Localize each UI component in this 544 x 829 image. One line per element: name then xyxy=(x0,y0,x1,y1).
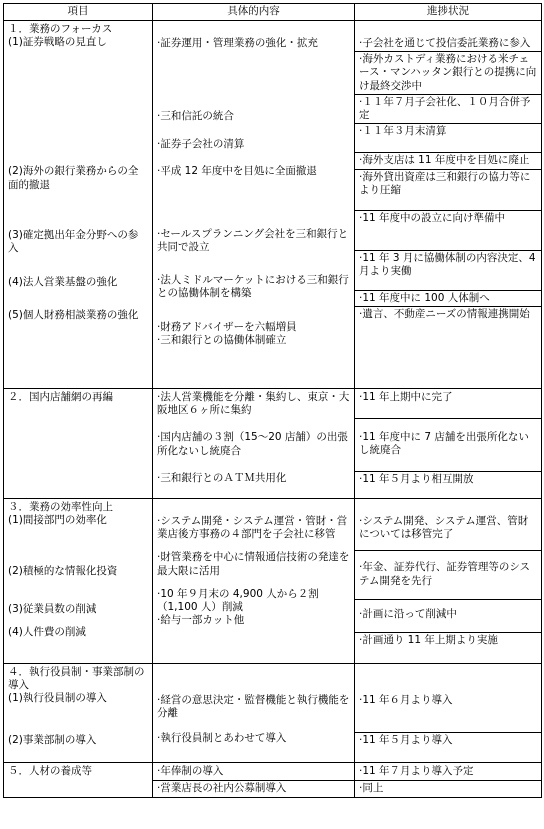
section1-status-10: ·遺言、不動産ニーズの情報連携開始 xyxy=(359,307,530,320)
section3-content xyxy=(153,499,355,664)
table-row-section2 xyxy=(4,389,542,499)
section2-content-2: ·国内店舗の３割（15～20 店舗）の出張所化ないし統廃合 xyxy=(157,431,348,457)
section1-content-6: ·法人ミドルマーケットにおける三和銀行との協働体制を構築 xyxy=(157,274,349,300)
section2-content xyxy=(153,389,355,499)
section4-status xyxy=(355,664,542,763)
section3-content-4: ·給与一部カット他 xyxy=(157,614,245,627)
header-item: 項目 xyxy=(4,4,153,21)
section5-content xyxy=(153,763,355,798)
section4-content-1: ·経営の意思決定・監督機能と執行機能を分離 xyxy=(157,694,350,720)
section2-status-2: ·11 年度中に 7 店舗を出張所化ないし統廃合 xyxy=(359,431,529,457)
section1-content-8: ·三和銀行との協働体制確立 xyxy=(157,333,287,346)
section2-status xyxy=(355,389,542,499)
section1-items xyxy=(4,21,153,389)
section1-content-4: ·平成 12 年度中を目処に全面撤退 xyxy=(157,164,317,177)
section3-status-2: ·年金、証券代行、証券管理等のシステム開発を先行 xyxy=(359,561,531,587)
section2-title: ２．国内店舗網の再編 xyxy=(4,389,153,499)
section5-content-1: ·年俸制の導入 xyxy=(157,765,224,777)
section1-status-3: ·１１年７月子会社化、１０月合併予定 xyxy=(359,95,531,122)
section3-content-2: ·財管業務を中心に情報通信技術の発達を最大限に活用 xyxy=(157,551,350,577)
section5-content-2: ·営業店長の社内公募制導入 xyxy=(157,782,287,795)
section1-content-7: ·財務アドバイザーを六幅増員 xyxy=(157,320,297,333)
section3-title: ３．業務の効率性向上 xyxy=(8,501,113,513)
section1-status-6: ·海外貸出資産は三和銀行の協力等により圧縮 xyxy=(359,170,531,196)
table-row-section5 xyxy=(4,763,542,798)
section3-status-4: ·計画通り 11 年上期より実施 xyxy=(359,634,498,647)
section5-status xyxy=(355,763,542,798)
section4-content xyxy=(153,664,355,763)
table-row-section4 xyxy=(4,664,542,763)
section3-items xyxy=(4,499,153,664)
section1-content-2: ·三和信託の統合 xyxy=(157,110,234,123)
section3-status-3: ·計画に沿って削減中 xyxy=(359,607,457,620)
section1-status-9: ·11 年度中に 100 人体制へ xyxy=(359,291,490,304)
section2-content-3: ·三和銀行とのＡＴＭ共用化 xyxy=(157,471,287,484)
section3-item2-label: (2)積極的な情報化投資 xyxy=(8,565,118,578)
section3-item1-label: (1)間接部門の効率化 xyxy=(8,514,107,527)
section2-status-3: ·11 年５月より相互開放 xyxy=(359,472,474,485)
section1-status-7: ·11 年度中の設立に向け準備中 xyxy=(359,212,506,225)
section1-item3-label: (3)確定拠出年金分野への参入 xyxy=(8,228,139,255)
section1-item2-label: (2)海外の銀行業務からの全面的撤退 xyxy=(8,165,139,191)
section1-content-3: ·証券子会社の清算 xyxy=(157,138,245,151)
section4-items xyxy=(4,664,153,763)
section5-title: ５．人材の養成等 xyxy=(4,763,153,798)
section4-content-2: ·執行役員制とあわせて導入 xyxy=(157,732,287,745)
section1-status-1: ·子会社を通じて投信委託業務に参入 xyxy=(359,37,531,49)
section1-title: １．業務のフォーカス xyxy=(8,23,113,35)
section3-item3-label: (3)従業員数の削減 xyxy=(8,602,97,615)
section1-status-8: ·11 年 3 月に協働体制の内容決定、4 月より実働 xyxy=(359,252,536,278)
section3-status-1: ·システム開発、システム運営、管財については移管完了 xyxy=(359,515,529,541)
section3-content-1: ·システム開発・システム運営・管財・営業店後方事務の４部門を子会社に移管 xyxy=(157,515,348,541)
header-status: 進捗状況 xyxy=(355,4,542,21)
section1-item1-label: (1)証券戦略の見直し xyxy=(8,36,107,49)
section4-status-2: ·11 年５月より導入 xyxy=(359,734,453,747)
section3-status xyxy=(355,499,542,664)
section1-status-5: ·海外支店は 11 年度中を目処に廃止 xyxy=(359,154,530,167)
section4-status-1: ·11 年６月より導入 xyxy=(359,694,453,706)
header-content: 具体的内容 xyxy=(153,4,355,21)
section5-status-1: ·11 年７月より導入予定 xyxy=(359,765,474,777)
section2-status-1: ·11 年上期中に完了 xyxy=(359,391,453,403)
section1-content-1: ·証券運用・管理業務の強化・拡充 xyxy=(157,37,318,49)
section1-status-4: ·１１年３月末清算 xyxy=(359,125,447,138)
table-row-section3 xyxy=(4,499,542,664)
section1-item4-label: (4)法人営業基盤の強化 xyxy=(8,276,118,289)
section1-status-2: ·海外カストディ業務における米チェース・マンハッタン銀行との提携に向け最終交渉中 xyxy=(359,53,537,92)
section3-content-3: ·10 年９月末の 4,900 人から２割（1,100 人）削減 xyxy=(157,587,319,614)
section1-item5-label: (5)個人財務相談業務の強化 xyxy=(8,309,139,322)
section1-content xyxy=(153,21,355,389)
section4-item1-label: (1)執行役員制の導入 xyxy=(8,692,107,705)
section5-status-2: ·同上 xyxy=(359,782,384,795)
table-row-section1 xyxy=(4,21,542,389)
section1-status xyxy=(355,21,542,389)
section3-item4-label: (4)人件費の削減 xyxy=(8,625,86,638)
section1-content-5: ·セールスプランニング会社を三和銀行と共同で設立 xyxy=(157,227,349,254)
section4-item2-label: (2)事業部制の導入 xyxy=(8,733,97,746)
progress-table xyxy=(3,3,542,798)
section4-title: ４．執行役員制・事業部制の導入 xyxy=(8,666,145,692)
table-header-row xyxy=(4,4,542,21)
section2-content-1: ·法人営業機能を分離・集約し、東京・大阪地区６ヶ所に集約 xyxy=(157,391,350,417)
